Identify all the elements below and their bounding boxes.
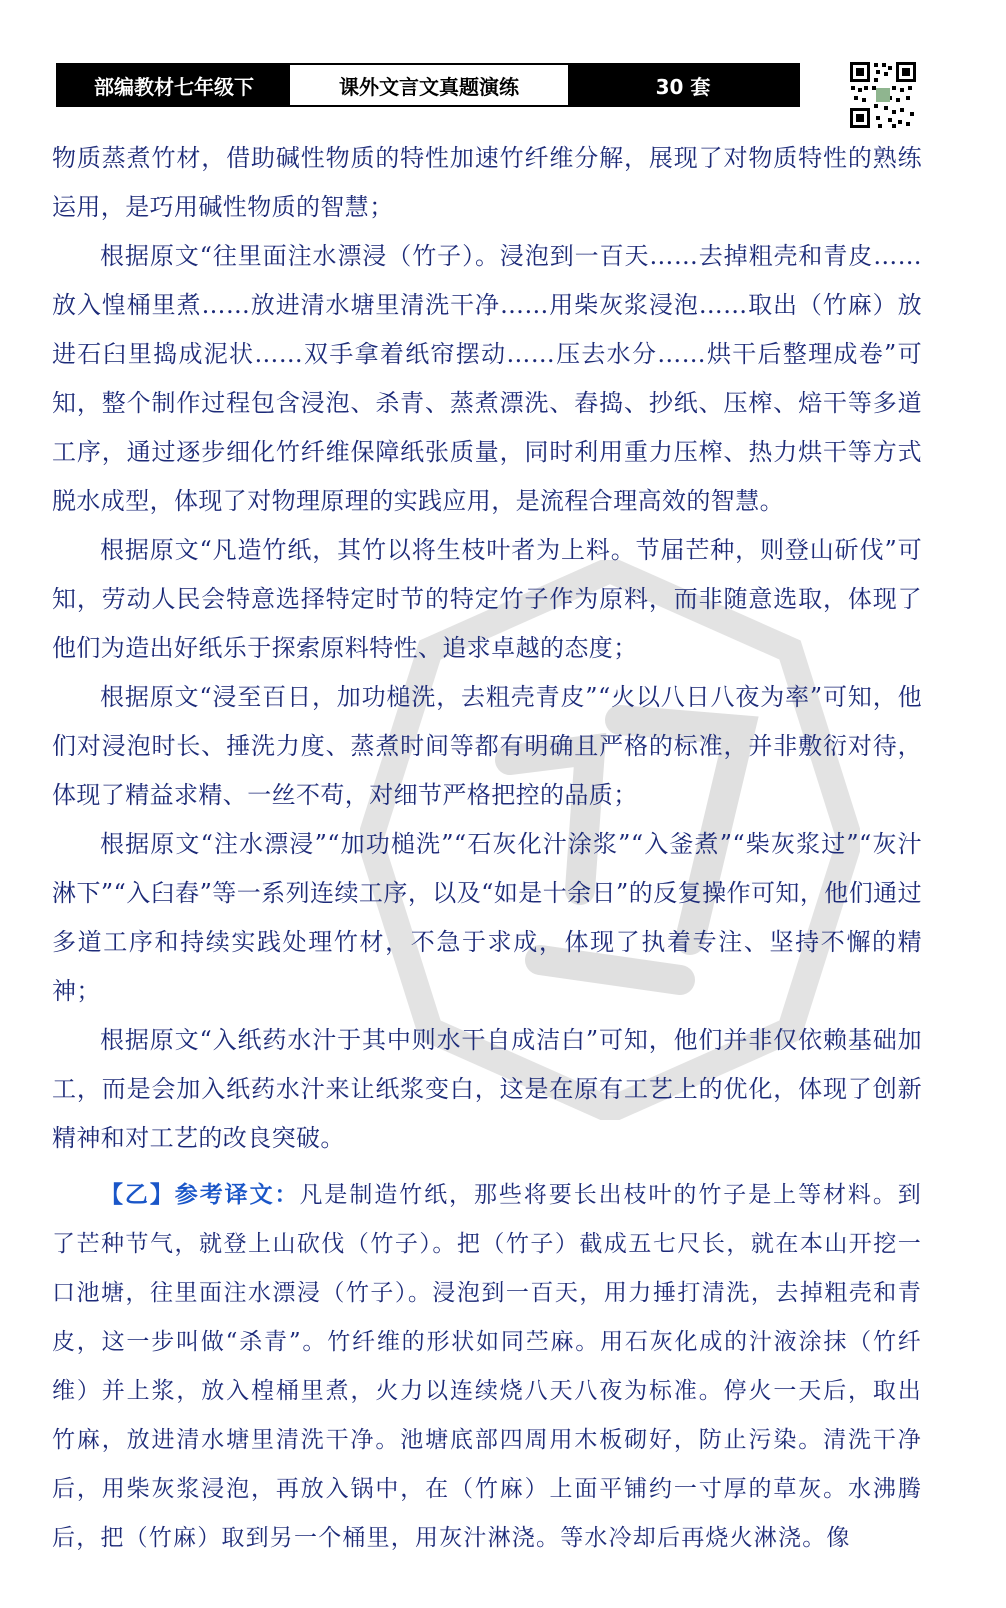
header-bar (56, 63, 800, 107)
paragraph-3: 根据原文“凡造竹纸，其竹以将生枝叶者为上料。节届芒种，则登山斫伐”可知，劳动人民会特意选择特定时节的特定竹子作为原料，而非随意选取，体现了他们为造出好纸乐于探索原料特性、追求卓越的态度； (52, 536, 922, 662)
paragraph-2: 根据原文“往里面注水漂浸（竹子）。浸泡到一百天……去掉粗壳和青皮……放入惶桶里煮……放进清水塘里清洗干净……用柴灰浆浸泡……取出（竹麻）放进石臼里捣成泥状……双手拿着纸帘摆动……压去水分……烘干后整理成卷”可知，整个制作过程包含浸泡、杀青、蒸煮漂洗、舂捣、抄纸、压榨、焙干等多道工序，通过逐步细化竹纤维保障纸张质量，同时利用重力压榨、热力烘干等方式脱水成型，体现了对物理原理的实践应用，是流程合理高效的智慧。 (52, 242, 922, 515)
paragraph-1: 物质蒸煮竹材，借助碱性物质的特性加速竹纤维分解，展现了对物质特性的熟练运用，是巧用碱性物质的智慧； (52, 144, 922, 221)
qr-code-icon (848, 60, 918, 130)
paragraph-5: 根据原文“注水漂浸”“加功槌洗”“石灰化汁涂浆”“入釜煮”“柴灰浆过”“灰汁淋下”“入臼舂”等一系列连续工序，以及“如是十余日”的反复操作可知，他们通过多道工序和持续实践处理竹材，不急于求成，体现了执着专注、坚持不懈的精神； (52, 830, 922, 1005)
header-textbook-label: 部编教材七年级下 (58, 65, 290, 105)
header-set-count: 30 套 (568, 65, 798, 105)
document-body (52, 134, 922, 1563)
translation-paragraph (52, 1171, 922, 1563)
header-title: 课外文言文真题演练 (290, 65, 568, 105)
paragraph-6: 根据原文“入纸药水汁于其中则水干自成洁白”可知，他们并非仅依赖基础加工，而是会加入纸药水汁来让纸浆变白，这是在原有工艺上的优化，体现了创新精神和对工艺的改良突破。 (52, 1026, 922, 1152)
translation-label: 【乙】参考译文： (100, 1182, 300, 1208)
translation-text: 凡是制造竹纸，那些将要长出枝叶的竹子是上等材料。到了芒种节气，就登上山砍伐（竹子）。把（竹子）截成五七尺长，就在本山开挖一口池塘，往里面注水漂浸（竹子）。浸泡到一百天，用力捶打清洗，去掉粗壳和青皮，这一步叫做“杀青”。竹纤维的形状如同苎麻。用石灰化成的汁液涂抹（竹纤维）并上浆，放入楻桶里煮，火力以连续烧八天八夜为标准。停火一天后，取出竹麻，放进清水塘里清洗干净。池塘底部四周用木板砌好，防止污染。清洗干净后，用柴灰浆浸泡，再放入锅中，在（竹麻）上面平铺约一寸厚的草灰。水沸腾后，把（竹麻）取到另一个桶里，用灰汁淋浇。等水冷却后再烧火淋浇。像 (52, 1182, 922, 1551)
paragraph-4: 根据原文“浸至百日，加功槌洗，去粗壳青皮”“火以八日八夜为率”可知，他们对浸泡时长、捶洗力度、蒸煮时间等都有明确且严格的标准，并非敷衍对待，体现了精益求精、一丝不苟，对细节严格把控的品质； (52, 683, 922, 809)
